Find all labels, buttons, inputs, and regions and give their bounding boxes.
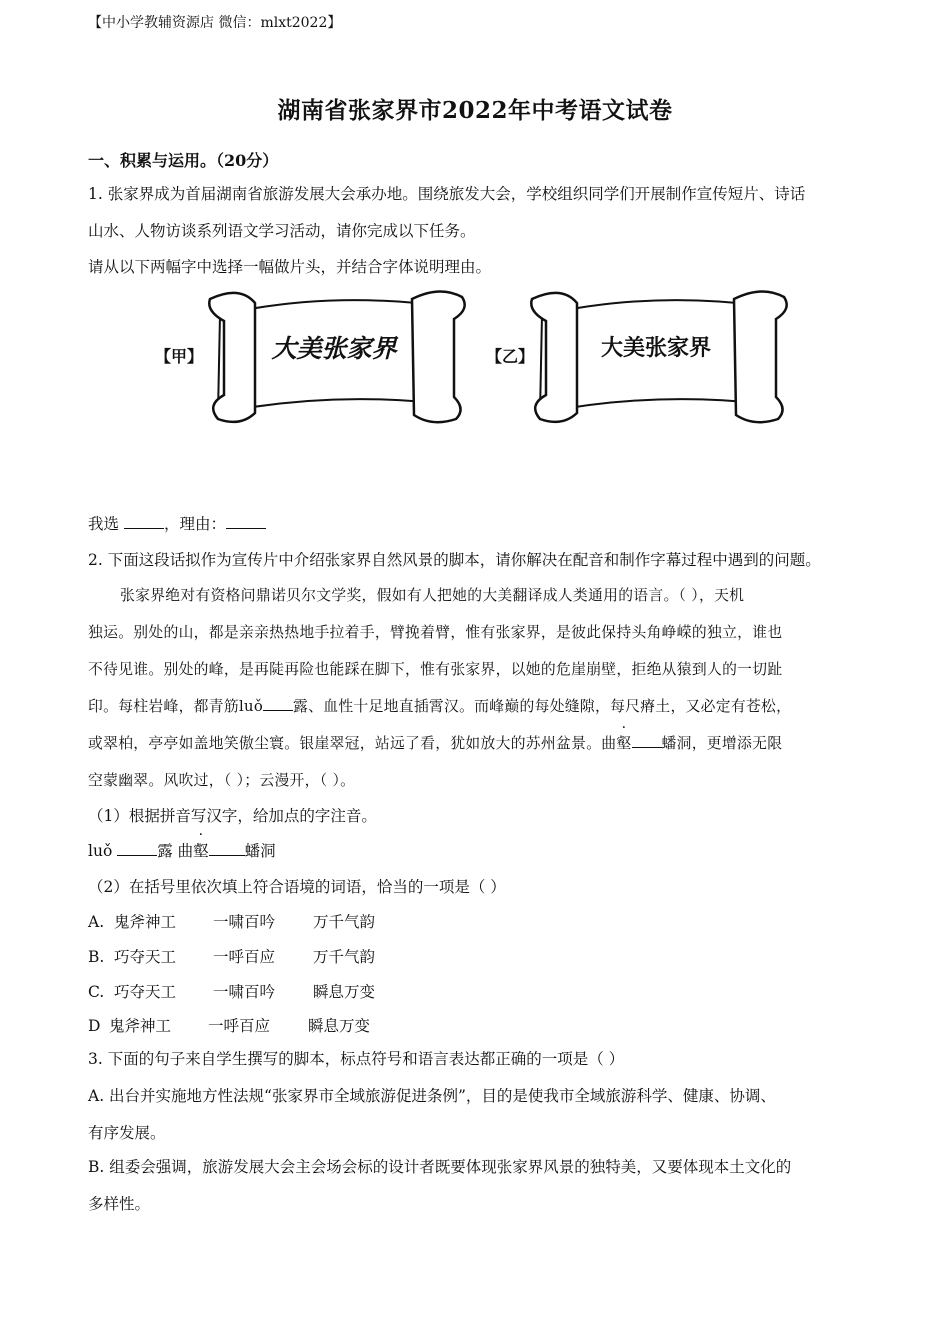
q1-line2: 山水、人物访谈系列语文学习活动，请你完成以下任务。 (88, 222, 476, 240)
option-word-1: 巧夺天工 (114, 948, 177, 966)
option-key: B. (88, 948, 105, 966)
header-note: 【中小学教辅资源店 微信：mlxt2022】 (88, 15, 342, 31)
q1-line3: 请从以下两幅字中选择一幅做片头，并结合字体说明理由。 (88, 258, 492, 276)
script-line-4b: 露、血性十足地直插霄汉。而峰巅的每处缝隙，每尺瘠土，又必定有苍松， (293, 698, 792, 715)
q2-intro: 2. 下面这段话拟作为宣传片中介绍张家界自然风景的脚本，请你解决在配音和制作字幕过程中遇到的问题。 (88, 551, 821, 569)
sub1-mid: 露 曲 (157, 842, 194, 860)
q3-option-b-line2: 多样性。 (88, 1195, 151, 1213)
dotted-char-he: 壑 (616, 735, 632, 752)
script-line-5b: 蟠洞，更增添无限 (661, 735, 783, 752)
option-word-1: 鬼斧神工 (114, 913, 177, 931)
option-key: C. (88, 983, 105, 1001)
label-jia: 【甲】 (155, 347, 204, 366)
page-title: 湖南省张家界市2022年中考语文试卷 (277, 97, 673, 124)
scroll-text-yi: 大美张家界 (600, 335, 712, 361)
option-d[interactable] (88, 1014, 370, 1036)
script-line-1: 张家界绝对有资格问鼎诺贝尔文学奖，假如有人把她的大美翻译成人类通用的语言。（ ），天机 (120, 587, 745, 604)
answer-mid: ，理由： (163, 515, 226, 533)
scroll-image-yi (522, 285, 790, 430)
option-word-3: 瞬息万变 (308, 1017, 371, 1035)
sub1-end: 蟠洞 (244, 842, 276, 860)
option-b[interactable] (88, 945, 375, 967)
script-line-3: 不待见谁。别处的峰，是再陡再险也能踩在脚下，惟有张家界，以她的危崖崩壁，拒绝从猿到人的一切趾 (88, 661, 783, 678)
q2-sub2: （2）在括号里依次填上符合语境的词语，恰当的一项是（ ） (88, 878, 506, 896)
answer-prefix: 我选 (88, 515, 120, 533)
script-line-5a: 或翠柏，亭亭如盖地笑傲尘寰。银崖翠冠，站远了看，犹如放大的苏州盆景。曲 (88, 735, 617, 752)
script-line-6: 空蒙幽翠。风吹过，（ ）；云漫开，（ ）。 (88, 772, 356, 789)
label-yi: 【乙】 (486, 347, 535, 366)
section-heading: 一、积累与运用。（20分） (88, 151, 279, 170)
q3-option-a-line2: 有序发展。 (88, 1124, 166, 1142)
blank-luo[interactable] (263, 698, 293, 711)
blank-he[interactable] (632, 735, 662, 748)
option-word-1: 巧夺天工 (114, 983, 177, 1001)
q3-option-b-line1[interactable]: B. 组委会强调，旅游发展大会主会场会标的设计者既要体现张家界风景的独特美，又要体现本土文化的 (88, 1158, 792, 1176)
script-line-4 (88, 695, 791, 716)
q2-sub1-answer (88, 839, 276, 861)
option-word-2: 一呼百应 (213, 948, 276, 966)
option-word-2: 一呼百应 (208, 1017, 271, 1035)
q3-option-a-line1[interactable]: A. 出台并实施地方性法规“张家界市全域旅游促进条例”，目的是使我市全域旅游科学、健康、协调、 (88, 1087, 776, 1105)
script-line-5 (88, 732, 782, 753)
q3-intro: 3. 下面的句子来自学生撰写的脚本，标点符号和语言表达都正确的一项是（ ） (88, 1050, 625, 1068)
script-line-4a: 印。每柱岩峰，都青筋luǒ (88, 698, 264, 715)
option-word-3: 万千气韵 (313, 948, 376, 966)
option-word-2: 一啸百吟 (213, 983, 276, 1001)
answer-blank-reason[interactable] (226, 516, 266, 529)
option-word-2: 一啸百吟 (213, 913, 276, 931)
option-a[interactable] (88, 910, 375, 932)
pinyin-luo: luǒ (88, 842, 113, 860)
option-c[interactable] (88, 980, 375, 1002)
option-word-3: 万千气韵 (313, 913, 376, 931)
scroll-image-jia (200, 285, 468, 430)
dotted-char-he-2: 壑 (193, 842, 209, 860)
blank-sub1-a[interactable] (117, 843, 157, 856)
q1-line1: 1. 张家界成为首届湖南省旅游发展大会承办地。围绕旅发大会，学校组织同学们开展制作宣传短片、诗话 (88, 185, 806, 203)
script-line-2: 独运。别处的山，都是亲亲热热地手拉着手，臂挽着臂，惟有张家界，是彼此保持头角峥嵘的独立，谁也 (88, 624, 783, 641)
q1-answer-line (88, 512, 266, 534)
option-word-3: 瞬息万变 (313, 983, 376, 1001)
answer-blank-choice[interactable] (124, 516, 164, 529)
scroll-text-jia: 大美张家界 (271, 334, 397, 363)
blank-sub1-b[interactable] (209, 843, 245, 856)
option-key: A. (88, 913, 105, 931)
option-key: D (88, 1017, 101, 1035)
option-word-1: 鬼斧神工 (109, 1017, 172, 1035)
q2-sub1: （1）根据拼音写汉字，给加点的字注音。 (88, 807, 377, 825)
